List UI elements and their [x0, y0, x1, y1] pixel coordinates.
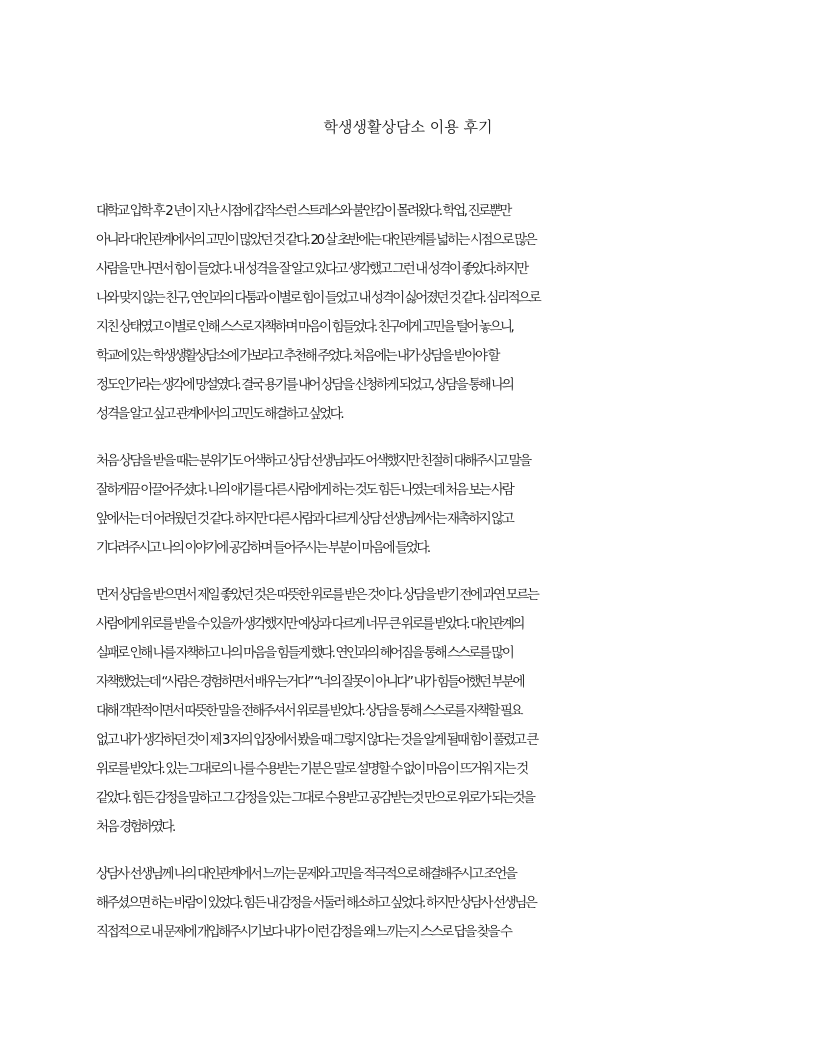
paragraph-3 — [96, 581, 736, 842]
text-line: 학교에 있는 학생생활상담소에 가보라고 추천해 주었다. 처음에는 내가 상담을 받아야 할 — [96, 349, 499, 364]
text-line: 실패로 인해 나를 자책하고 나의 마음을 힘들게 했다. 연인과의 헤어짐을 통해 스스로를 많이 — [96, 646, 513, 661]
text-line: 아니라 대인관계에서의 고민이 많았던 것 같다. 20 살 초반에는 대인관계를 넓히는 시점으로 많은 — [96, 233, 536, 248]
text-line: 처음 상담을 받을 때는 분위기도 어색하고 상담 선생님과도 어색했지만 친절히 대해주시고 말을 — [96, 454, 530, 469]
text-line: 위로를 받았다. 있는 그대로의 나를 수용받는 기분은 말로 설명할 수 없이 마음이 뜨거워 지는 것 — [96, 762, 527, 777]
text-line: 사람을 만나면서 힘이 들었다. 내 성격을 잘 알고 있다고 생각했고 그런 내 성격이 좋았다.하지만 — [96, 262, 527, 277]
text-line: 나와 맞지 않는 친구, 연인과의 다툼과 이별로 힘이 들었고 내 성격이 싫어졌던 것 같다. 심리적으로 — [96, 291, 540, 306]
document-title: 학생생활상담소 이용 후기 — [323, 118, 493, 136]
text-line: 지친 상태였고 이별로 인해 스스로 자책하며 마음이 힘들었다. 친구에게 고민을 털어 놓으니, — [96, 320, 513, 335]
text-line: 앞에서는 더 어려웠던 것 같다. 하지만 다른 사람과 다르게 상담 선생님께서는 재촉하지 않고 — [96, 512, 513, 527]
text-line: 직접적으로 내 문제에 개입해주시기보다 내가 이런 감정을 왜 느끼는지 스스로 답을 찾을 수 — [96, 925, 511, 940]
paragraph-4 — [96, 860, 736, 947]
text-line: 정도인가라는 생각에 망설였다. 결국 용기를 내어 상담을 신청하게 되었고, 상담을 통해 나의 — [96, 378, 513, 393]
text-line: 처음 경험하였다. — [96, 820, 174, 835]
text-line: 자책했었는데 “사람은 경험하면서 배우는거다” “너의 잘못이 아니다” 내가 힘들어했던 부분에 — [96, 675, 524, 690]
paragraph-2 — [96, 447, 736, 563]
text-line: 성격을 알고 싶고 관계에서의 고민도 해결하고 싶었다. — [96, 407, 343, 422]
paragraph-1 — [96, 197, 736, 429]
text-line: 잘하게끔 이끌어주셨다. 나의 애기를 다른 사람에게 하는 것도 힘든 나였는데 처음 보는 사람 — [96, 483, 513, 498]
text-line: 먼저 상담을 받으면서 제일 좋았던 것은 따뜻한 위로를 받은 것이다. 상담을 받기 전에 과연 모르는 — [96, 588, 538, 603]
text-line: 대해 객관적이면서 따뜻한 말을 전해주셔서 위로를 받았다. 상담을 통해 스스로를 자책할 필요 — [96, 704, 522, 719]
document-body — [96, 197, 736, 965]
text-line: 같았다. 힘든 감정을 말하고 그 감정을 있는 그대로 수용받고 공감받는것 만으로 위로가 되는것을 — [96, 791, 534, 806]
text-line: 사람에게 위로를 받을 수 있을까 생각했지만 예상과 다르게 너무 큰 위로를 받았다. 대인관계의 — [96, 617, 524, 632]
text-line: 대학교 입학 후 2 년이 지난 시점에 갑작스런 스트레스와 불안감이 몰려왔다. 학업, 진로뿐만 — [96, 204, 510, 219]
text-line: 해주셨으면 하는 바람이 있었다. 힘든 내 감정을 서둘러 해소하고 싶었다. 하지만 상담사 선생님은 — [96, 896, 536, 911]
text-line: 상담사 선생님께 나의 대인관계에서 느끼는 문제와 고민을 적극적으로 해결해주시고 조언을 — [96, 867, 516, 882]
text-line: 없고 내가 생각하던 것이 제 3 자의 입장에서 봤을 때 그렇지 않다는 것을 알게 될때 힘이 풀렸고 큰 — [96, 733, 537, 748]
text-line: 기다려주시고 나의 이야기에 공감하며 들어주시는 부분이 마음에 들었다. — [96, 541, 429, 556]
